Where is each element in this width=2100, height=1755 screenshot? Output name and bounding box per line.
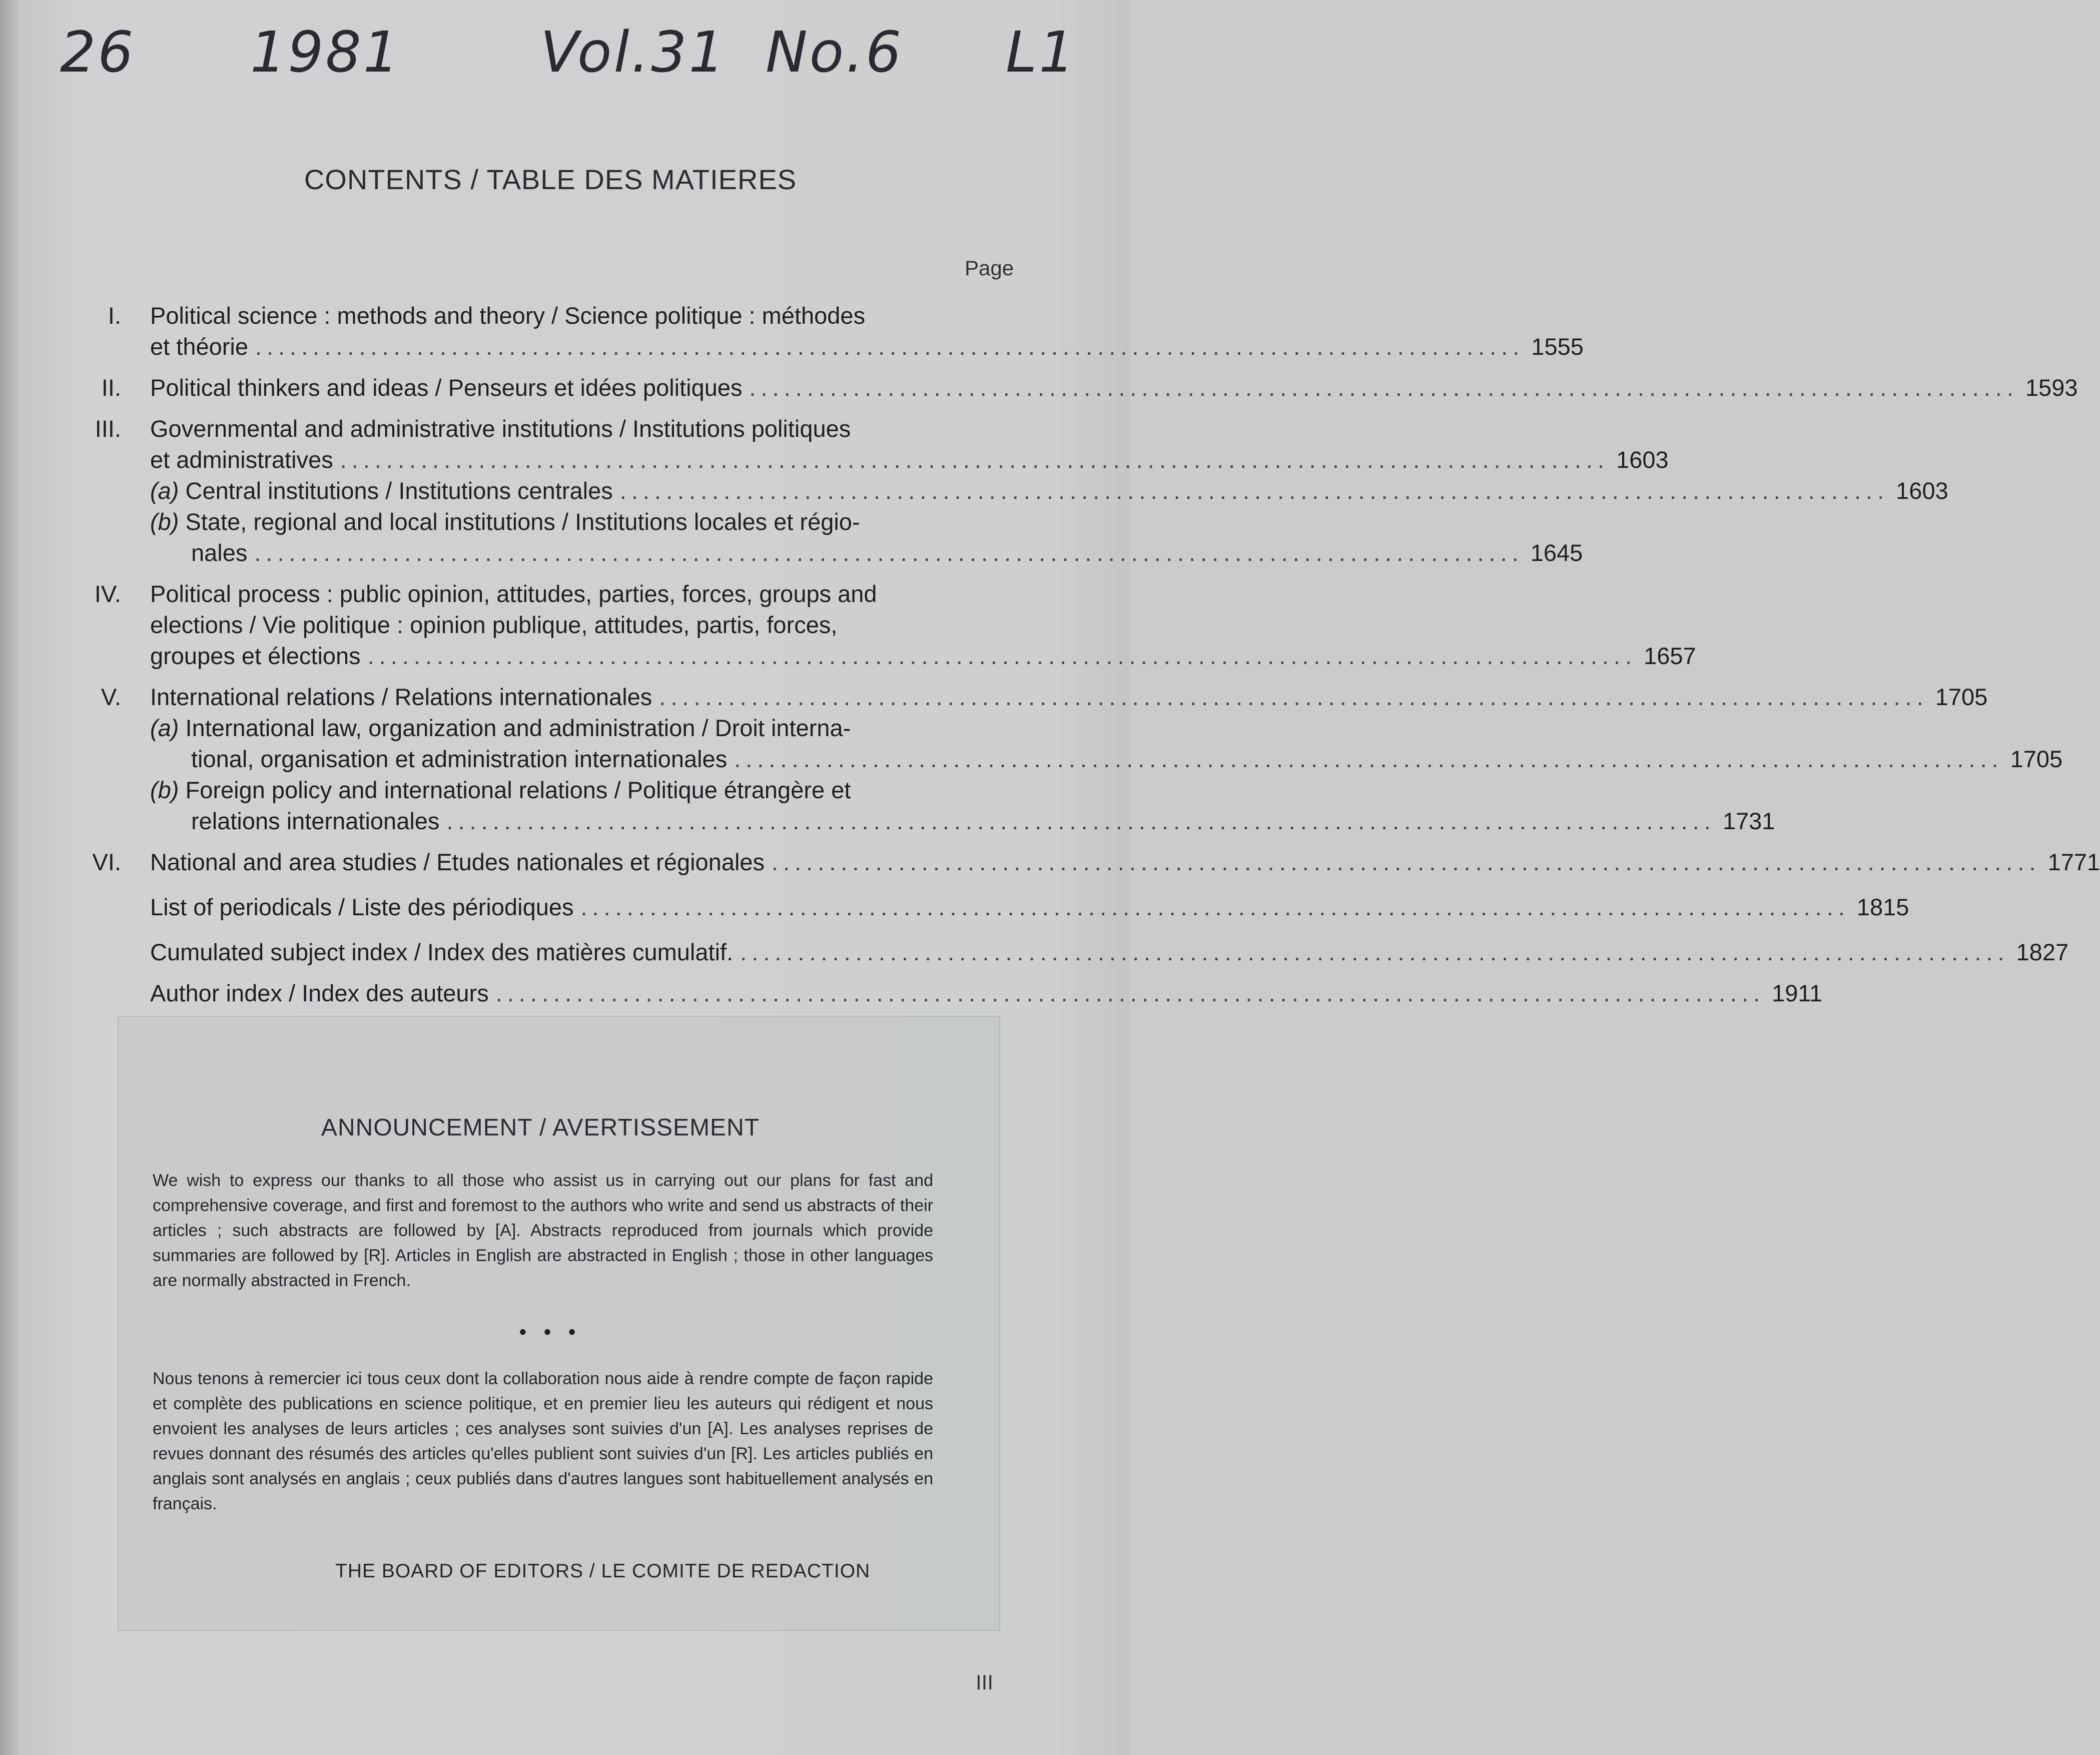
toc-section-5 xyxy=(80,682,2063,837)
toc-subsection-3a xyxy=(150,475,1948,506)
leader-dots: .............................................................................................................. xyxy=(749,374,2018,401)
subsection-title: International law, organization and administration / Droit interna- xyxy=(185,715,851,741)
subsection-label: (b) xyxy=(150,777,179,803)
subsection-title-cont: relations internationales xyxy=(191,808,440,834)
toc-section-3 xyxy=(80,413,1948,568)
leader-dots: .............................................................................................................. xyxy=(367,643,1637,669)
entry-title: List of periodicals / Liste des périodiques xyxy=(150,894,574,920)
page-number: 1603 xyxy=(1616,446,1669,473)
section-title: National and area studies / Etudes nationales et régionales xyxy=(150,849,765,875)
page-number: 1705 xyxy=(2010,746,2063,772)
page-number: 1827 xyxy=(2016,939,2069,965)
editors-signature: THE BOARD OF EDITORS / LE COMITE DE REDACTION xyxy=(335,1560,871,1582)
toc-section-1 xyxy=(80,300,1584,362)
section-numeral: V. xyxy=(101,684,121,710)
toc-subsection-5b xyxy=(150,775,1021,806)
page-number: 1645 xyxy=(1530,539,1583,566)
page-number: 1731 xyxy=(1722,808,1775,834)
page-title: CONTENTS / TABLE DES MATIERES xyxy=(304,164,797,195)
section-title: Political thinkers and ideas / Penseurs et idées politiques xyxy=(150,374,743,401)
section-title: Political process : public opinion, attitudes, parties, forces, groups and xyxy=(150,580,877,607)
subsection-title-cont: nales xyxy=(191,539,248,566)
subsection-title: State, regional and local institutions / Institutions locales et régio- xyxy=(185,508,860,535)
toc-subsection-3b xyxy=(150,506,1021,537)
section-title-cont: elections / Vie politique : opinion publique, attitudes, partis, forces, xyxy=(150,612,838,638)
subsection-title: Central institutions / Institutions centrales xyxy=(185,477,613,504)
table-of-contents xyxy=(80,300,2100,1009)
handwritten-annotation xyxy=(0,20,1130,100)
handwritten-number: 26 xyxy=(60,20,136,85)
leader-dots: .............................................................................................................. xyxy=(495,980,1765,1006)
entry-title: Author index / Index des auteurs xyxy=(150,980,489,1006)
section-title: International relations / Relations internationales xyxy=(150,684,652,710)
section-title-cont: groupes et élections xyxy=(150,643,361,669)
subsection-label: (b) xyxy=(150,508,179,535)
page-number: 1555 xyxy=(1531,333,1584,360)
section-title-cont: et théorie xyxy=(150,333,248,360)
leader-dots: .............................................................................................................. xyxy=(740,939,2009,965)
leader-dots: .............................................................................................................. xyxy=(619,477,1889,504)
toc-subject-index xyxy=(80,937,2069,968)
section-numeral: IV. xyxy=(94,580,121,607)
page-number: 1593 xyxy=(2025,374,2078,401)
announcement-title: ANNOUNCEMENT / AVERTISSEMENT xyxy=(321,1114,760,1141)
toc-periodicals xyxy=(80,892,1909,923)
leader-dots: .............................................................................................................. xyxy=(580,894,1850,920)
leader-dots: .............................................................................................................. xyxy=(255,333,1525,360)
section-title: Governmental and administrative institutions / Institutions politiques xyxy=(150,415,851,442)
subsection-label: (a) xyxy=(150,715,179,741)
page-column-label: Page xyxy=(965,256,1014,280)
handwritten-volume: Vol.31 xyxy=(540,20,727,85)
leader-dots: .............................................................................................................. xyxy=(254,539,1524,566)
page-number: 1657 xyxy=(1644,643,1696,669)
toc-section-2 xyxy=(80,372,2078,403)
leader-dots: .............................................................................................................. xyxy=(446,808,1716,834)
announcement-french: Nous tenons à remercier ici tous ceux dont la collaboration nous aide à rendre compte de façon rapide et complète des publications en science politique, et en premier lieu les auteurs qui rédigent et nous envoient les analyses de leurs articles ; ces analyses sont suivies d'un [A]. Les analyses reprises de revues donnant des résumés des articles qu'elles publient sont suivies d'un [R]. Les articles publiés en anglais sont analysés en anglais ; ceux publiés dans d'autres langues sont habituellement analysés en français. xyxy=(153,1369,933,1513)
subsection-label: (a) xyxy=(150,477,179,504)
leader-dots: .............................................................................................................. xyxy=(659,684,1928,710)
separator: • • • xyxy=(519,1321,582,1343)
leader-dots: .............................................................................................................. xyxy=(734,746,2003,772)
page-folio: III xyxy=(976,1670,994,1694)
toc-subsection-5a xyxy=(150,713,1021,744)
page-number: 1705 xyxy=(1935,684,1988,710)
page-number: 1815 xyxy=(1856,894,1909,920)
leader-dots: .............................................................................................................. xyxy=(772,849,2041,875)
section-title-cont: et administratives xyxy=(150,446,333,473)
toc-author-index xyxy=(80,978,1823,1009)
subsection-title-cont: tional, organisation et administration internationales xyxy=(191,746,728,772)
section-title: Political science : methods and theory / Science politique : méthodes xyxy=(150,302,866,329)
toc-section-6 xyxy=(80,847,2100,878)
entry-title: Cumulated subject index / Index des matières cumulatif. xyxy=(150,939,734,965)
section-numeral: II. xyxy=(101,374,121,401)
page-number: 1771 xyxy=(2047,849,2100,875)
page-number: 1911 xyxy=(1772,980,1823,1006)
handwritten-issue: No.6 xyxy=(766,20,904,85)
leader-dots: .............................................................................................................. xyxy=(340,446,1610,473)
handwritten-code: L1 xyxy=(1006,20,1077,85)
section-numeral: III. xyxy=(95,415,121,442)
section-numeral: VI. xyxy=(92,849,121,875)
handwritten-year: 1981 xyxy=(250,20,401,85)
page-number: 1603 xyxy=(1896,477,1948,504)
subsection-title: Foreign policy and international relations / Politique étrangère et xyxy=(185,777,851,803)
section-numeral: I. xyxy=(108,302,121,329)
toc-section-4 xyxy=(80,578,1696,672)
announcement-english: We wish to express our thanks to all those who assist us in carrying out our plans for fast and comprehensive coverage, and first and foremost to the authors who write and send us abstracts of their articles ; such abstracts are followed by [A]. Abstracts reproduced from journals which provide summaries are followed by [R]. Articles in English are abstracted in English ; those in other languages are normally abstracted in French. xyxy=(153,1171,933,1290)
